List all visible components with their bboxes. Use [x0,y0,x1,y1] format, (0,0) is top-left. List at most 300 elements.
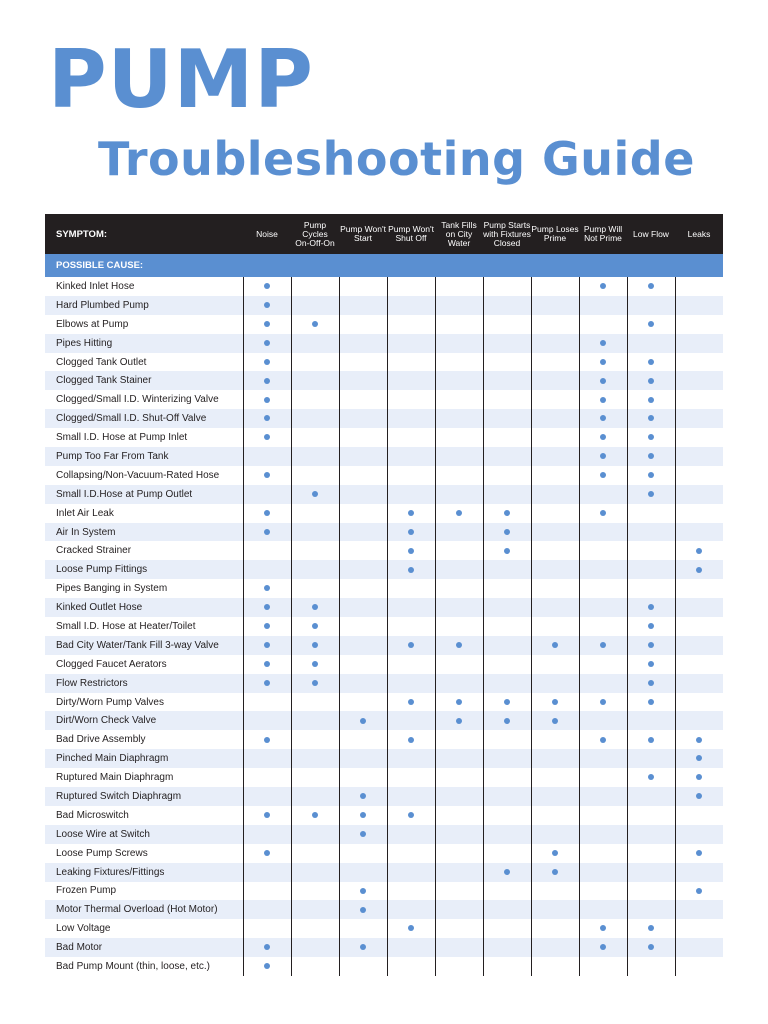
mark-cell [339,541,387,560]
mark-cell [243,844,291,863]
mark-cell [627,541,675,560]
mark-cell [243,693,291,712]
mark-cell [675,315,723,334]
mark-cell [531,504,579,523]
dot-icon [264,283,270,289]
dot-icon [696,888,702,894]
mark-cell [291,617,339,636]
dot-icon [600,283,606,289]
mark-cell [675,598,723,617]
cause-label: Ruptured Main Diaphragm [45,768,243,787]
mark-cell [435,787,483,806]
mark-cell [291,523,339,542]
mark-cell [435,296,483,315]
mark-cell [435,485,483,504]
table-row [45,296,723,315]
mark-cell [531,749,579,768]
mark-cell [627,353,675,372]
mark-cell [627,428,675,447]
mark-cell [579,523,627,542]
mark-cell [291,296,339,315]
dot-icon [408,737,414,743]
table-row [45,523,723,542]
symptom-column-header: Pump Starts with Fixtures Closed [483,214,531,254]
mark-cell [531,768,579,787]
mark-cell [435,957,483,976]
mark-cell [243,504,291,523]
mark-cell [531,787,579,806]
mark-cell [435,504,483,523]
cause-label: Clogged/Small I.D. Winterizing Valve [45,390,243,409]
mark-cell [627,617,675,636]
dot-icon [264,737,270,743]
dot-icon [600,359,606,365]
dot-icon [264,661,270,667]
mark-cell [675,371,723,390]
table-row [45,560,723,579]
mark-cell [291,428,339,447]
mark-cell [387,787,435,806]
table-row [45,806,723,825]
mark-cell [387,806,435,825]
mark-cell [435,466,483,485]
cause-label: Collapsing/Non-Vacuum-Rated Hose [45,466,243,485]
mark-cell [675,693,723,712]
dot-icon [264,850,270,856]
mark-cell [531,655,579,674]
mark-cell [435,560,483,579]
dot-icon [648,472,654,478]
mark-cell [531,938,579,957]
mark-cell [579,371,627,390]
dot-icon [456,510,462,516]
table-row [45,711,723,730]
dot-icon [312,623,318,629]
dot-icon [360,907,366,913]
dot-icon [264,472,270,478]
mark-cell [531,560,579,579]
mark-cell [627,863,675,882]
dot-icon [648,378,654,384]
dot-icon [504,699,510,705]
dot-icon [648,415,654,421]
mark-cell [531,730,579,749]
table-row [45,504,723,523]
cause-label: Clogged/Small I.D. Shut-Off Valve [45,409,243,428]
mark-cell [675,560,723,579]
mark-cell [579,882,627,901]
mark-cell [387,409,435,428]
mark-cell [339,523,387,542]
dot-icon [264,944,270,950]
mark-cell [387,598,435,617]
cause-label: Pipes Hitting [45,334,243,353]
mark-cell [675,636,723,655]
mark-cell [291,768,339,787]
mark-cell [339,315,387,334]
mark-cell [339,749,387,768]
dot-icon [264,340,270,346]
mark-cell [531,541,579,560]
mark-cell [483,768,531,787]
mark-cell [243,523,291,542]
dot-icon [648,944,654,950]
dot-icon [360,812,366,818]
table-row [45,315,723,334]
mark-cell [291,598,339,617]
table-row [45,938,723,957]
dot-icon [264,397,270,403]
mark-cell [675,674,723,693]
dot-icon [600,642,606,648]
mark-cell [531,636,579,655]
mark-cell [675,787,723,806]
mark-cell [675,711,723,730]
table-row [45,863,723,882]
dot-icon [264,963,270,969]
dot-icon [648,397,654,403]
dot-icon [600,415,606,421]
dot-icon [360,944,366,950]
table-row [45,900,723,919]
mark-cell [291,466,339,485]
mark-cell [291,711,339,730]
mark-cell [675,541,723,560]
mark-cell [627,844,675,863]
mark-cell [243,900,291,919]
mark-cell [675,730,723,749]
table-row [45,730,723,749]
mark-cell [579,315,627,334]
mark-cell [243,825,291,844]
mark-cell [387,371,435,390]
mark-cell [387,315,435,334]
mark-cell [291,693,339,712]
mark-cell [291,957,339,976]
mark-cell [675,919,723,938]
mark-cell [675,485,723,504]
dot-icon [552,869,558,875]
mark-cell [579,787,627,806]
table-row [45,390,723,409]
cause-label: Clogged Faucet Aerators [45,655,243,674]
table-row [45,447,723,466]
symptom-column-header: Noise [243,214,291,254]
mark-cell [435,655,483,674]
mark-cell [531,277,579,296]
mark-cell [579,541,627,560]
dot-icon [504,529,510,535]
symptom-column-header: Low Flow [627,214,675,254]
mark-cell [435,938,483,957]
mark-cell [627,938,675,957]
mark-cell [675,768,723,787]
mark-cell [243,711,291,730]
mark-cell [339,353,387,372]
mark-cell [243,466,291,485]
dot-icon [264,623,270,629]
mark-cell [627,919,675,938]
mark-cell [483,749,531,768]
mark-cell [387,296,435,315]
mark-cell [291,825,339,844]
mark-cell [531,711,579,730]
mark-cell [243,428,291,447]
mark-cell [291,315,339,334]
mark-cell [387,693,435,712]
dot-icon [600,434,606,440]
dot-icon [696,737,702,743]
dot-icon [600,397,606,403]
cause-label: Bad City Water/Tank Fill 3-way Valve [45,636,243,655]
dot-icon [264,321,270,327]
mark-cell [387,466,435,485]
mark-cell [579,919,627,938]
mark-cell [579,560,627,579]
mark-cell [435,541,483,560]
table-row [45,655,723,674]
mark-cell [243,390,291,409]
cause-label: Dirt/Worn Check Valve [45,711,243,730]
mark-cell [291,863,339,882]
mark-cell [675,277,723,296]
mark-cell [435,598,483,617]
mark-cell [291,674,339,693]
table-row [45,636,723,655]
dot-icon [408,567,414,573]
cause-label: Bad Drive Assembly [45,730,243,749]
mark-cell [531,598,579,617]
mark-cell [531,617,579,636]
dot-icon [648,434,654,440]
mark-cell [339,617,387,636]
mark-cell [243,560,291,579]
mark-cell [675,334,723,353]
mark-cell [435,334,483,353]
mark-cell [675,296,723,315]
mark-cell [243,579,291,598]
mark-cell [387,579,435,598]
mark-cell [387,560,435,579]
mark-cell [675,900,723,919]
mark-cell [579,655,627,674]
mark-cell [291,900,339,919]
mark-cell [627,334,675,353]
mark-cell [531,693,579,712]
mark-cell [579,447,627,466]
table-row [45,598,723,617]
mark-cell [483,711,531,730]
mark-cell [675,428,723,447]
mark-cell [339,579,387,598]
mark-cell [339,390,387,409]
cause-label: Ruptured Switch Diaphragm [45,787,243,806]
table-row [45,768,723,787]
cause-label: Loose Wire at Switch [45,825,243,844]
mark-cell [483,825,531,844]
mark-cell [579,485,627,504]
mark-cell [627,636,675,655]
mark-cell [339,825,387,844]
mark-cell [483,655,531,674]
mark-cell [243,806,291,825]
mark-cell [243,957,291,976]
mark-cell [627,523,675,542]
dot-icon [552,718,558,724]
mark-cell [675,504,723,523]
mark-cell [339,938,387,957]
dot-icon [648,737,654,743]
mark-cell [483,428,531,447]
mark-cell [579,277,627,296]
mark-cell [483,957,531,976]
mark-cell [675,957,723,976]
cause-label: Air In System [45,523,243,542]
mark-cell [435,825,483,844]
mark-cell [291,447,339,466]
cause-label: Clogged Tank Outlet [45,353,243,372]
dot-icon [456,718,462,724]
mark-cell [675,390,723,409]
mark-cell [435,277,483,296]
dot-icon [600,472,606,478]
mark-cell [579,711,627,730]
mark-cell [339,409,387,428]
mark-cell [243,617,291,636]
cause-label: Elbows at Pump [45,315,243,334]
dot-icon [264,302,270,308]
dot-icon [648,925,654,931]
mark-cell [627,390,675,409]
cause-label: Loose Pump Fittings [45,560,243,579]
table-row [45,617,723,636]
dot-icon [648,453,654,459]
title-pump: PUMP [48,33,314,126]
mark-cell [483,636,531,655]
mark-cell [291,806,339,825]
mark-cell [435,636,483,655]
mark-cell [339,711,387,730]
title-troubleshooting-guide: Troubleshooting Guide [98,132,695,186]
mark-cell [243,296,291,315]
mark-cell [627,693,675,712]
mark-cell [387,485,435,504]
mark-cell [483,579,531,598]
cause-label: Small I.D. Hose at Pump Inlet [45,428,243,447]
mark-cell [339,504,387,523]
mark-cell [243,730,291,749]
mark-cell [483,296,531,315]
dot-icon [648,491,654,497]
mark-cell [339,371,387,390]
mark-cell [387,711,435,730]
dot-icon [600,737,606,743]
mark-cell [387,334,435,353]
mark-cell [627,466,675,485]
dot-icon [600,378,606,384]
cause-label: Kinked Inlet Hose [45,277,243,296]
mark-cell [339,730,387,749]
cause-label: Low Voltage [45,919,243,938]
mark-cell [483,598,531,617]
mark-cell [339,598,387,617]
mark-cell [627,711,675,730]
mark-cell [483,353,531,372]
mark-cell [435,674,483,693]
mark-cell [627,371,675,390]
mark-cell [339,485,387,504]
dot-icon [408,642,414,648]
mark-cell [387,353,435,372]
dot-icon [264,529,270,535]
mark-cell [291,787,339,806]
mark-cell [627,296,675,315]
mark-cell [387,636,435,655]
dot-icon [504,510,510,516]
mark-cell [435,447,483,466]
table-row [45,844,723,863]
mark-cell [291,730,339,749]
cause-label: Inlet Air Leak [45,504,243,523]
dot-icon [648,661,654,667]
mark-cell [483,371,531,390]
mark-cell [435,863,483,882]
mark-cell [339,636,387,655]
mark-cell [291,277,339,296]
mark-cell [579,806,627,825]
mark-cell [579,863,627,882]
mark-cell [291,579,339,598]
mark-cell [435,730,483,749]
mark-cell [435,693,483,712]
mark-cell [387,863,435,882]
mark-cell [387,655,435,674]
table-row [45,674,723,693]
dot-icon [264,510,270,516]
dot-icon [504,548,510,554]
mark-cell [291,844,339,863]
mark-cell [243,447,291,466]
dot-icon [360,888,366,894]
mark-cell [339,447,387,466]
dot-icon [408,510,414,516]
mark-cell [387,541,435,560]
dot-icon [312,321,318,327]
mark-cell [531,825,579,844]
troubleshooting-table [45,214,723,976]
dot-icon [648,623,654,629]
mark-cell [675,466,723,485]
dot-icon [408,812,414,818]
mark-cell [531,806,579,825]
mark-cell [579,957,627,976]
mark-cell [339,900,387,919]
mark-cell [579,900,627,919]
mark-cell [483,541,531,560]
mark-cell [531,296,579,315]
table-row [45,485,723,504]
table-row [45,579,723,598]
mark-cell [483,882,531,901]
mark-cell [483,844,531,863]
dot-icon [648,283,654,289]
mark-cell [291,485,339,504]
mark-cell [531,957,579,976]
mark-cell [531,334,579,353]
dot-icon [696,755,702,761]
mark-cell [627,768,675,787]
mark-cell [627,730,675,749]
